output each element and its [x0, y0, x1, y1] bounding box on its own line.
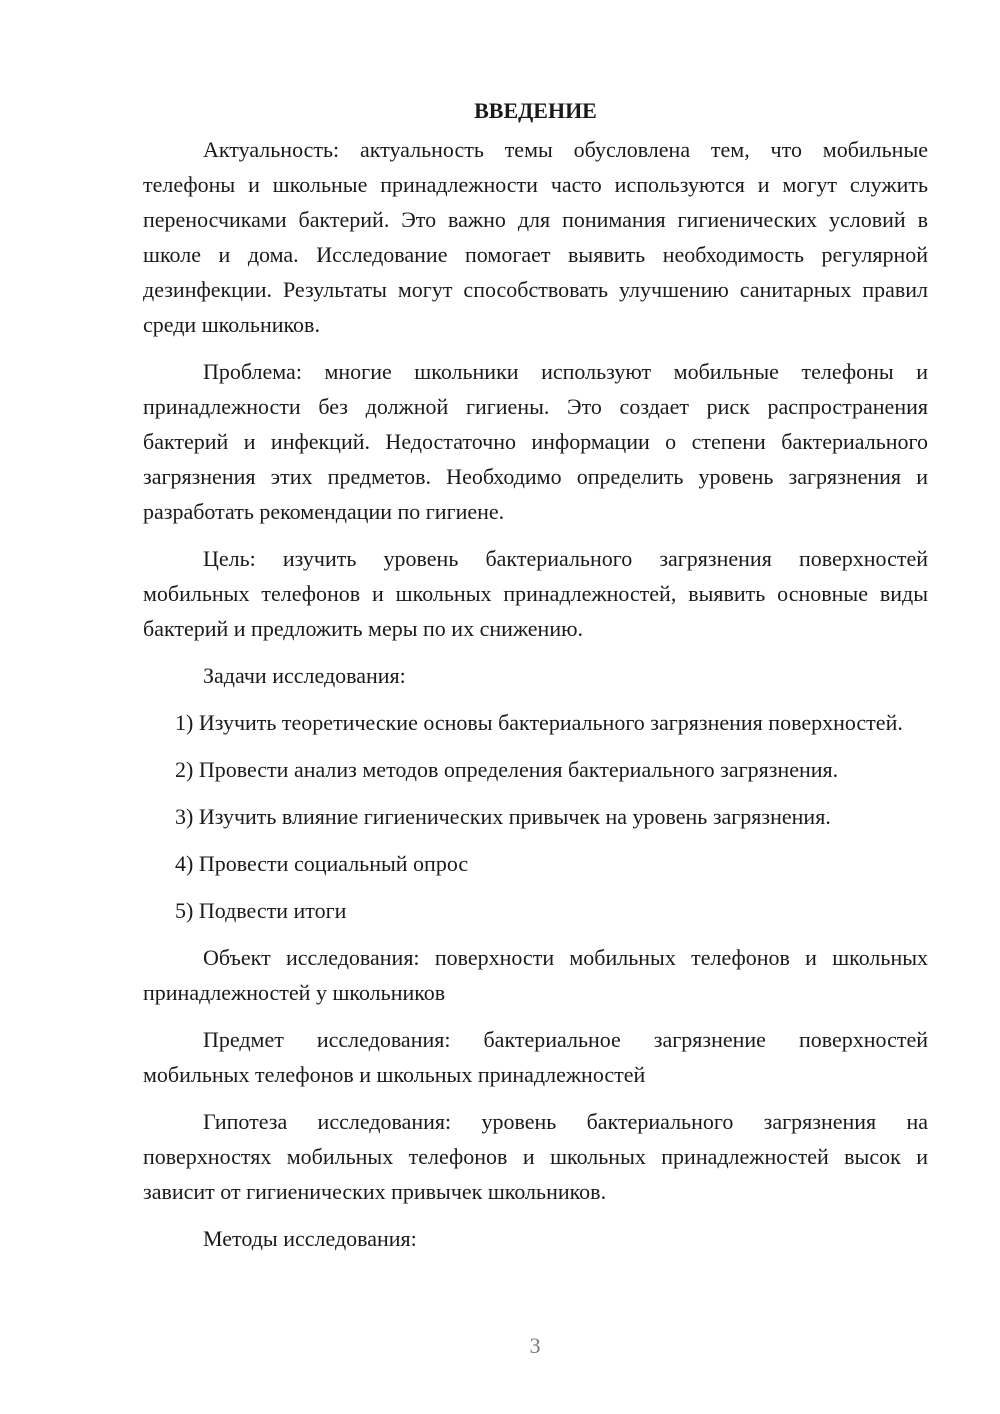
section-heading: ВВЕДЕНИЕ: [474, 98, 597, 123]
page-number: 3: [529, 1333, 541, 1358]
object-paragraph: Объект исследования: поверхности мобильных телефонов и школьных принадлежностей у школьников: [143, 945, 928, 1005]
methods-title: Методы исследования:: [203, 1226, 417, 1251]
goal-paragraph: Цель: изучить уровень бактериального загрязнения поверхностей мобильных телефонов и школьных принадлежностей, выявить основные виды бактерий и предложить меры по их снижению.: [143, 546, 928, 641]
relevance-paragraph: Актуальность: актуальность темы обусловлена тем, что мобильные телефоны и школьные принадлежности часто используются и могут служить переносчиками бактерий. Это важно для понимания гигиенических условий в школе и дома. Исследование помогает выявить необходимость регулярной дезинфекции. Результаты могут способствовать улучшению санитарных правил среди школьников.: [143, 137, 928, 337]
hypothesis-paragraph: Гипотеза исследования: уровень бактериального загрязнения на поверхностях мобильных телефонов и школьных принадлежностей высок и зависит от гигиенических привычек школьников.: [143, 1109, 928, 1204]
task-item-5: 5) Подвести итоги: [175, 898, 347, 923]
page-content: [143, 93, 928, 1268]
problem-paragraph: Проблема: многие школьники используют мобильные телефоны и принадлежности без должной гигиены. Это создает риск распространения бактерий и инфекций. Недостаточно информации о степени бактериального загрязнения этих предметов. Необходимо определить уровень загрязнения и разработать рекомендации по гигиене.: [143, 359, 928, 524]
tasks-title: Задачи исследования:: [203, 663, 406, 688]
subject-paragraph: Предмет исследования: бактериальное загрязнение поверхностей мобильных телефонов и школьных принадлежностей: [143, 1027, 928, 1087]
task-item-3: 3) Изучить влияние гигиенических привычек на уровень загрязнения.: [175, 804, 831, 829]
task-item-1: 1) Изучить теоретические основы бактериального загрязнения поверхностей.: [175, 710, 903, 735]
task-item-2: 2) Провести анализ методов определения бактериального загрязнения.: [175, 757, 839, 782]
task-item-4: 4) Провести социальный опрос: [175, 851, 469, 876]
